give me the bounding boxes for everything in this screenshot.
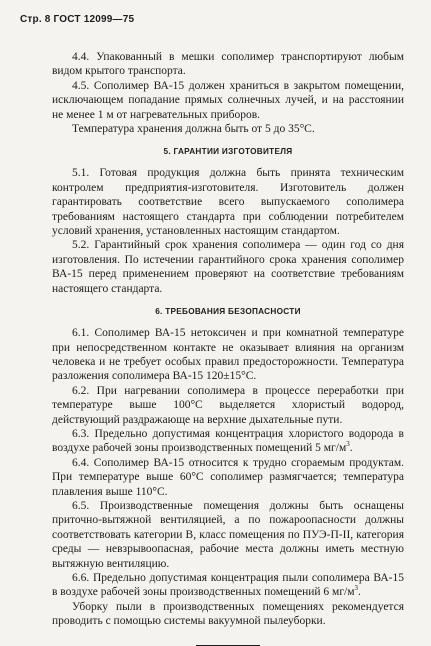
paragraph-6-3-superscript: 3 [346, 440, 350, 449]
paragraph-6-3 [52, 427, 404, 456]
paragraph-4-5: 4.5. Сополимер ВА-15 должен храниться в закрытом помещении, исключающем попадание прямых солнечных лучей, и на расстоянии не менее 1 м от нагревательных приборов. [52, 79, 404, 121]
paragraph-6-3-text: 6.3. Предельно допустимая концентрация хлористого водорода в воздухе рабочей зоны производственных помещений 5 мг/м [52, 427, 404, 455]
end-divider [196, 645, 260, 646]
paragraph-6-1: 6.1. Сополимер ВА-15 нетоксичен и при комнатной температуре при непосредственном контакте не оказывает влияния на организм человека и не требует особых правил предосторожности. Температура разложения сополимера ВА-15 120±15°С. [52, 327, 404, 383]
paragraph-6-6-superscript: 3 [354, 584, 359, 593]
paragraph-5-2: 5.2. Гарантийный срок хранения сополимера — один год со дня изготовления. По истечении гарантийного срока хранения сополимер ВА-15 перед применением проверяют на соответствие требованиям настоящего стандарта. [52, 239, 404, 295]
paragraph-dust-cleanup: Уборку пыли в производственных помещениях рекомендуется проводить с помощью системы вакуумной пылеуборки. [52, 600, 404, 628]
paragraph-6-2: 6.2. При нагревании сополимера в процессе переработки при температуре выше 100°С выделяется хлористый водород, действующий раздражающе на верхние дыхательные пути. [52, 384, 404, 426]
page-body [52, 50, 404, 646]
paragraph-6-5: 6.5. Производственные помещения должны быть оснащены приточно-вытяжной вентиляцией, а по пожароопасности должны соответствовать категории В, класс помещения по ПУЭ-П-II, категория среды — невзрывоопасная, рабочие места должны иметь местную вытяжную вентиляцию. [52, 499, 404, 570]
paragraph-6-3-end: . [349, 442, 353, 455]
paragraph-storage-temperature: Температура хранения должна быть от 5 до 35°С. [72, 123, 315, 136]
paragraph-6-6-end: . [358, 586, 361, 599]
section-6-title: 6. ТРЕБОВАНИЯ БЕЗОПАСНОСТИ [155, 307, 301, 317]
paragraph-6-6-text: 6.6. Предельно допустимая концентрация пыли сополимера ВА-15 в воздухе рабочей зоны производственных помещений 6 мг/м [52, 572, 404, 599]
paragraph-5-1: 5.1. Готовая продукция должна быть принята техническим контролем предприятия-изготовителя. Изготовитель должен гарантировать соответствие всего выпускаемого сополимера требованиям настоящего стандарта при соблюдении потребителем условий хранения, установленных настоящим стандартом. [52, 167, 404, 238]
paragraph-4-4: 4.4. Упакованный в мешки сополимер транспортируют любым видом крытого транспорта. [52, 51, 404, 78]
paragraph-6-6 [52, 571, 404, 600]
paragraph-6-4: 6.4. Сополимер ВА-15 относится к трудно сгораемым продуктам. При температуре выше 60°С сополимер размягчается; температура плавления выше 110°С. [52, 456, 404, 498]
section-5-title: 5. ГАРАНТИИ ИЗГОТОВИТЕЛЯ [163, 147, 293, 157]
page-header: Стр. 8 ГОСТ 12099—75 [20, 14, 135, 25]
